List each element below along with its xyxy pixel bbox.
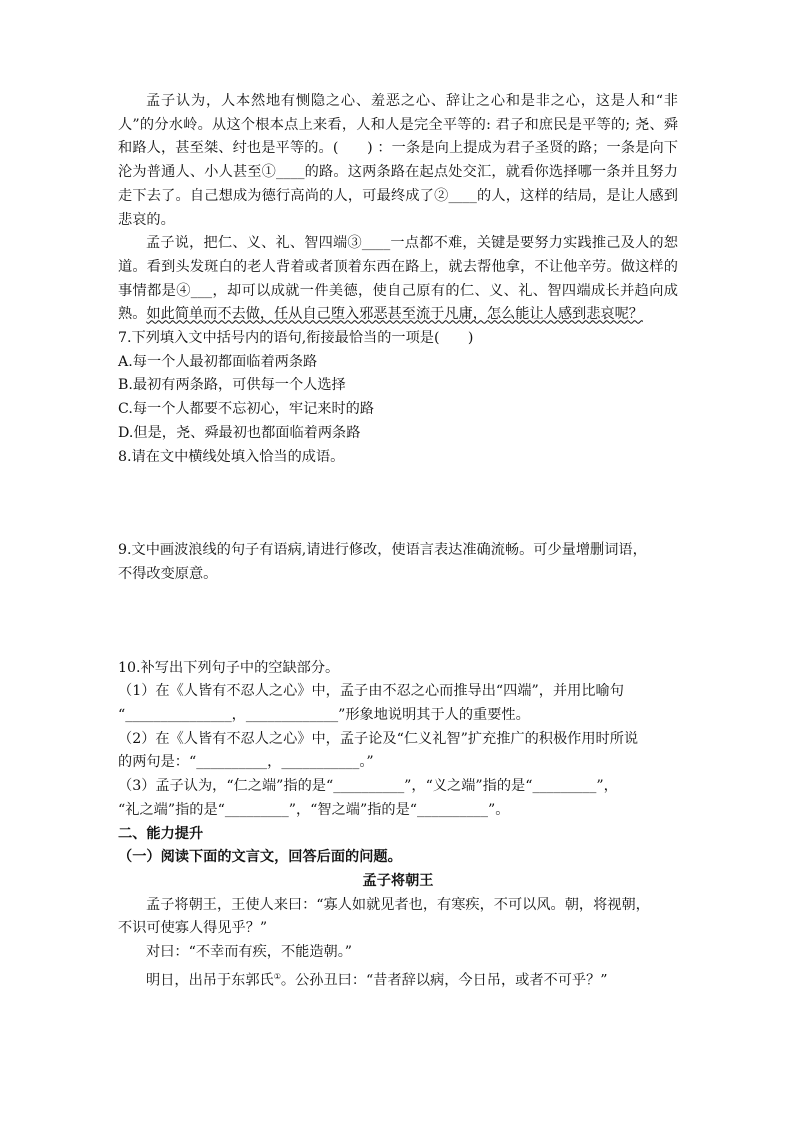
question-7-option-b: B.最初有两条路，可供每一个人选择 <box>118 377 346 394</box>
question-10-stem: 10.补写出下列句子中的空缺部分。 <box>118 659 340 676</box>
footnote-marker: ① <box>273 971 281 981</box>
question-10-sub-2-blanks: 的两句是：“__________，___________。” <box>118 754 374 771</box>
classical-text-line-4 <box>118 965 678 993</box>
question-10-sub-1: （1）在《人皆有不忍人之心》中，孟子由不忍之心而推导出“四端”，并用比喻句 <box>118 683 624 700</box>
question-9-stem: 9.文中画波浪线的句子有语病,请进行修改，使语言表达准确流畅。可少量增删词语， <box>118 542 647 559</box>
question-10-sub-3-blanks: “礼之端”指的是“_________”，“智之端”指的是“__________”。 <box>118 801 510 818</box>
classical-text-line-3: 对曰：“不幸而有疾，不能造朝。” <box>146 944 353 961</box>
passage-paragraph-2 <box>118 232 678 327</box>
section-heading: 二、能力提升 <box>118 825 204 842</box>
question-10-sub-1-blanks: “_______________，_____________”形象地说明其于人的重要性。 <box>118 707 530 724</box>
question-7-option-a: A.每一个人最初都面临着两条路 <box>118 353 318 370</box>
classical-text-line-1: 孟子将朝王，王使人来曰：“寡人如就见者也，有寒疾，不可以风。朝，将视朝， <box>146 896 650 913</box>
question-10-sub-3: （3）孟子认为，“仁之端”指的是“__________”，“义之端”指的是“_________”， <box>118 778 618 795</box>
passage-paragraph-1: 孟子认为，人本然地有恻隐之心、羞恶之心、辞让之心和是非之心，这是人和“非人”的分水岭。从这个根本点上来看，人和人是完全平等的: 君子和庶民是平等的; 尧、舜和路人，甚至桀、纣也是平等的。( ) ：一条是向上提成为君子圣贤的路；一条是向下沦为普通人、小人甚至①____的路。这两条路在起点处交汇，就看你选择哪一条并且努力走下去了。自己想成为德行高尚的人，可最终成了②____的人，这样的结局，是让人感到悲哀的。 <box>118 93 678 228</box>
question-7-stem: 7.下列填入文中括号内的语句,衔接最恰当的一项是( ) <box>118 330 474 347</box>
answer-space-9 <box>118 587 678 657</box>
answer-space-8 <box>118 469 678 539</box>
question-7-option-d: D.但是，尧、舜最初也都面临着两条路 <box>118 424 361 441</box>
wavy-underlined-sentence: 如此简单而不去做，任从自己堕入邪恶甚至流于凡庸，怎么能让人感到悲哀呢？ <box>146 306 643 323</box>
question-7-option-c: C.每一个人都要不忘初心，牢记来时的路 <box>118 401 375 418</box>
question-8-stem: 8.请在文中横线处填入恰当的成语。 <box>118 448 345 465</box>
document-content <box>118 90 678 993</box>
classical-text-line-4-a: 明日，出吊于东郭氏 <box>146 972 274 989</box>
question-9-stem-cont: 不得改变原意。 <box>118 565 218 582</box>
classical-text-line-4-b: 。公孙丑曰：“昔者辞以病，今日吊，或者不可乎？” <box>280 972 608 989</box>
classical-text-line-2: 不识可使寡人得见乎？” <box>118 920 268 937</box>
section-subheading: （一）阅读下面的文言文，回答后面的问题。 <box>118 849 402 866</box>
classical-text-title: 孟子将朝王 <box>362 872 434 889</box>
question-10-sub-2: （2）在《人皆有不忍人之心》中，孟子论及“仁义礼智”扩充推广的积极作用时所说 <box>118 730 639 747</box>
passage-paragraph-2-text: 孟子说，把仁、义、礼、智四端③____一点都不难，关键是要努力实践推己及人的恕道。看到头发斑白的老人背着或者顶着东西在路上，就去帮他拿，不让他辛劳。做这样的事情都是④___，却可以成就一件美德，使自己原有的仁、义、礼、智四端成长并趋向成熟。 <box>118 235 678 323</box>
